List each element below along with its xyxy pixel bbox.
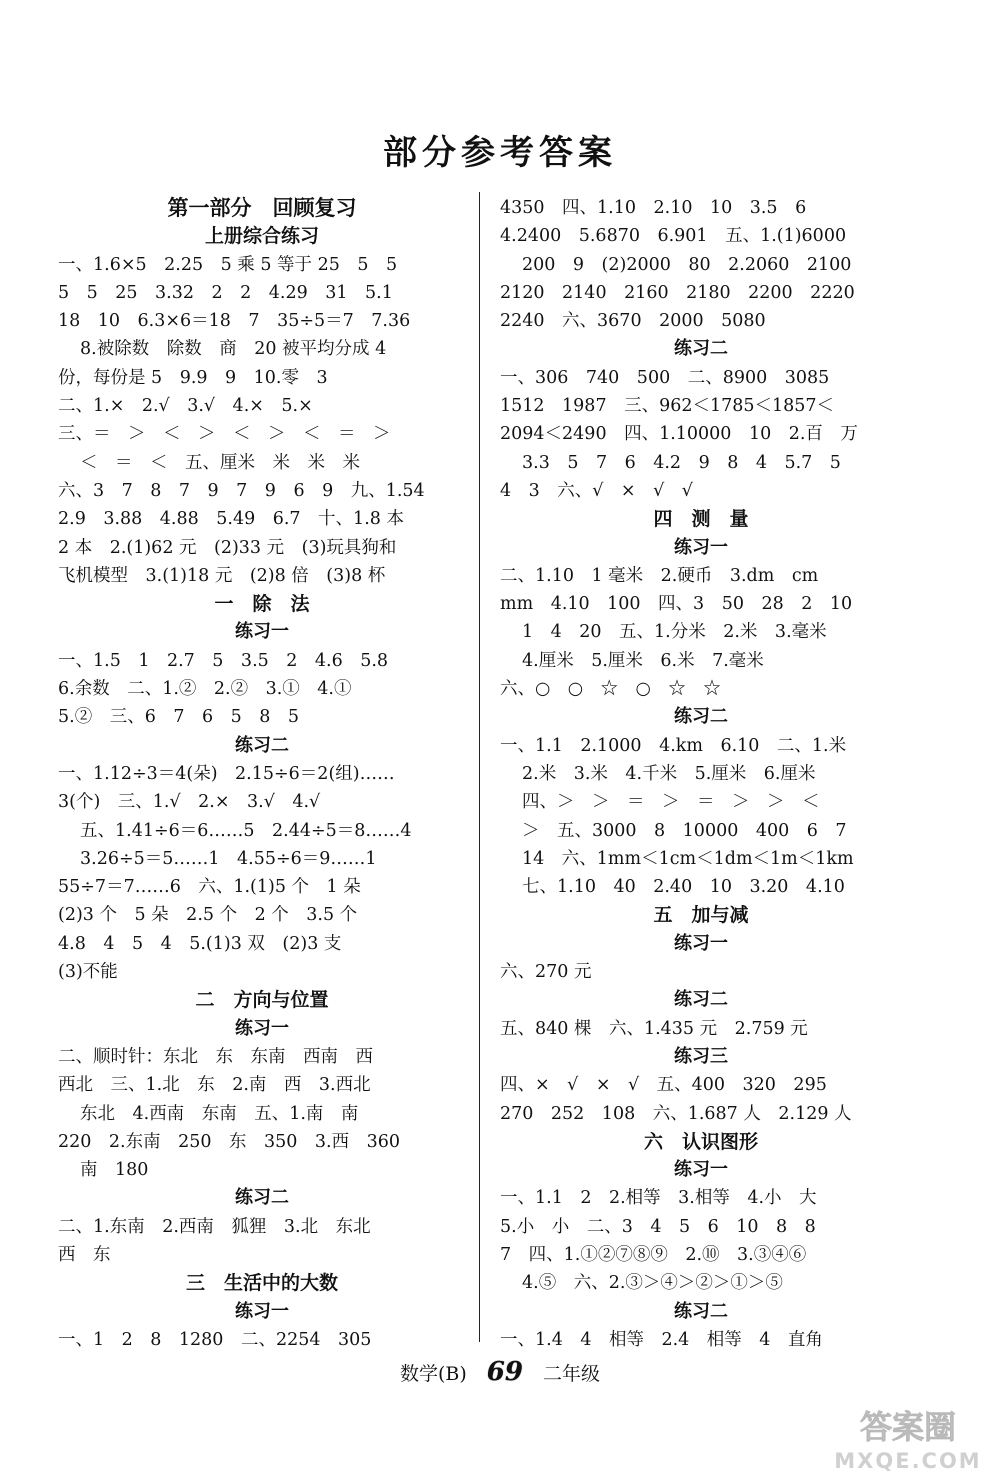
right-answer-line: 二、1.10 1 毫米 2.硬币 3.dm cm xyxy=(500,565,819,586)
answers-right-column xyxy=(500,194,902,1354)
left-answer-line: 55÷7＝7……6 六、1.(1)5 个 1 朵 xyxy=(58,877,361,898)
left-part-heading: 第一部分 回顾复习 xyxy=(167,196,357,220)
left-exercise-heading: 练习二 xyxy=(235,1187,289,1209)
right-exercise-heading: 练习一 xyxy=(674,1159,728,1181)
left-answer-line: 3.26÷5＝5……1 4.55÷6＝9……1 xyxy=(80,848,377,869)
left-answer-line: 西 东 xyxy=(58,1244,111,1265)
right-answer-line: 2.米 3.米 4.千米 5.厘米 6.厘米 xyxy=(522,763,816,784)
left-answer-line: (2)3 个 5 朵 2.5 个 2 个 3.5 个 xyxy=(58,905,358,926)
left-answer-line: 南 180 xyxy=(80,1160,149,1181)
left-answer-line: 6.余数 二、1.② 2.② 3.① 4.① xyxy=(58,679,352,700)
left-answer-line: 三、＝ ＞ ＜ ＞ ＜ ＞ ＜ ＝ ＞ xyxy=(58,424,391,445)
right-section-heading: 五 加与减 xyxy=(653,904,749,927)
left-answer-line: 六、3 7 8 7 9 7 9 6 9 九、1.54 xyxy=(58,480,425,501)
left-exercise-heading: 练习一 xyxy=(235,621,289,643)
right-answer-line: 4.2400 5.6870 6.901 五、1.(1)6000 xyxy=(500,226,847,247)
footer-subject: 数学(B) xyxy=(399,1363,467,1385)
left-answer-line: 8.被除数 除数 商 20 被平均分成 4 xyxy=(80,339,387,360)
watermark-logo xyxy=(828,1402,988,1474)
left-answer-line: 五、1.41÷6＝6……5 2.44÷5＝8……4 xyxy=(80,820,412,841)
left-answer-line: 飞机模型 3.(1)18 元 (2)8 倍 (3)8 杯 xyxy=(58,565,386,586)
page-title: 部分参考答案 xyxy=(383,133,617,173)
right-answer-line: 六、270 元 xyxy=(500,962,592,983)
left-answer-line: 东北 4.西南 东南 五、1.南 南 xyxy=(80,1103,359,1124)
left-answer-line: 4.8 4 5 4 5.(1)3 双 (2)3 支 xyxy=(58,933,342,954)
watermark-bottom-text: MXQE.COM xyxy=(834,1449,982,1473)
right-answer-line: ＞ 五、3000 8 10000 400 6 7 xyxy=(522,820,847,841)
left-answer-line: 二、1.× 2.√ 3.√ 4.× 5.× xyxy=(58,396,313,417)
left-answer-line: 3(个) 三、1.√ 2.× 3.√ 4.√ xyxy=(58,792,321,813)
right-answer-line: 14 六、1mm＜1cm＜1dm＜1m＜1km xyxy=(522,848,854,869)
right-answer-line: 一、1.1 2 2.相等 3.相等 4.小 大 xyxy=(500,1188,817,1209)
left-answer-line: 5.② 三、6 7 6 5 8 5 xyxy=(58,707,300,728)
left-answer-line: 一、1.5 1 2.7 5 3.5 2 4.6 5.8 xyxy=(58,650,389,671)
right-answer-line: mm 4.10 100 四、3 50 28 2 10 xyxy=(500,594,853,615)
right-exercise-heading: 练习一 xyxy=(674,932,728,954)
left-answer-line: 一、1 2 8 1280 二、2254 305 xyxy=(58,1329,372,1350)
right-section-heading: 四 测 量 xyxy=(653,508,749,531)
left-section-heading: 上册综合练习 xyxy=(204,225,319,248)
right-answer-line: 3.3 5 7 6 4.2 9 8 4 5.7 5 xyxy=(522,452,841,473)
right-answer-line: 四、＞ ＞ ＝ ＞ ＝ ＞ ＞ ＜ xyxy=(522,792,820,813)
left-section-heading: 一 除 法 xyxy=(214,593,310,616)
left-exercise-heading: 练习一 xyxy=(235,1017,289,1039)
page-footer xyxy=(0,1357,1000,1387)
right-answer-line: 4 3 六、√ × √ √ xyxy=(500,480,693,501)
right-exercise-heading: 练习二 xyxy=(674,338,728,360)
right-exercise-heading: 练习二 xyxy=(674,706,728,728)
left-answer-line: 一、1.6×5 2.25 5 乘 5 等于 25 5 5 xyxy=(58,254,398,275)
right-answer-line: 4350 四、1.10 2.10 10 3.5 6 xyxy=(500,198,807,218)
right-answer-line: 5.小 小 二、3 4 5 6 10 8 8 xyxy=(500,1216,816,1237)
right-answer-line: 2240 六、3670 2000 5080 xyxy=(500,311,766,332)
left-answer-line: 一、1.12÷3＝4(朵) 2.15÷6＝2(组)…… xyxy=(58,763,395,784)
right-exercise-heading: 练习二 xyxy=(674,989,728,1011)
left-section-heading: 二 方向与位置 xyxy=(195,989,329,1012)
left-answer-line: 2.9 3.88 4.88 5.49 6.7 十、1.8 本 xyxy=(58,509,404,530)
right-answer-line: 4.⑤ 六、2.③＞④＞②＞①＞⑤ xyxy=(522,1273,783,1294)
answers-left-column xyxy=(58,194,466,1354)
left-answer-line: 份，每份是 5 9.9 9 10.零 3 xyxy=(58,367,328,388)
left-answer-line: 二、1.东南 2.西南 狐狸 3.北 东北 xyxy=(58,1216,371,1237)
left-answer-line: 220 2.东南 250 东 350 3.西 360 xyxy=(58,1131,401,1152)
right-answer-line: 4.厘米 5.厘米 6.米 7.毫米 xyxy=(522,650,764,671)
right-answer-line: 一、1.4 4 相等 2.4 相等 4 直角 xyxy=(500,1329,823,1350)
page-number: 69 xyxy=(486,1357,523,1387)
right-answer-line: 2094＜2490 四、1.10000 10 2.百 万 xyxy=(500,424,858,445)
left-answer-line: 18 10 6.3×6＝18 7 35÷5＝7 7.36 xyxy=(58,311,411,332)
left-section-heading: 三 生活中的大数 xyxy=(185,1272,338,1295)
left-answer-line: ＜ ＝ ＜ 五、厘米 米 米 米 xyxy=(80,452,360,473)
right-answer-line: 270 252 108 六、1.687 人 2.129 人 xyxy=(500,1103,852,1124)
right-answer-line: 200 9 (2)2000 80 2.2060 2100 xyxy=(522,254,852,275)
right-answer-line: 五、840 棵 六、1.435 元 2.759 元 xyxy=(500,1018,808,1039)
right-answer-line: 七、1.10 40 2.40 10 3.20 4.10 xyxy=(522,877,845,898)
right-answer-line: 1 4 20 五、1.分米 2.米 3.毫米 xyxy=(522,622,827,643)
column-divider xyxy=(479,192,480,1342)
footer-grade: 二年级 xyxy=(543,1363,601,1385)
left-answer-line: (3)不能 xyxy=(58,962,118,983)
left-answer-line: 西北 三、1.北 东 2.南 西 3.西北 xyxy=(58,1075,371,1096)
watermark-top-text: 答案圈 xyxy=(859,1408,957,1446)
right-answer-line: 一、1.1 2.1000 4.km 6.10 二、1.米 xyxy=(500,735,847,756)
left-answer-line: 5 5 25 3.32 2 2 4.29 31 5.1 xyxy=(58,282,393,303)
left-exercise-heading: 练习一 xyxy=(235,1300,289,1322)
left-exercise-heading: 练习二 xyxy=(235,734,289,756)
right-answer-line: 7 四、1.①②⑦⑧⑨ 2.⑩ 3.③④⑥ xyxy=(500,1244,807,1265)
left-answer-line: 二、顺时针：东北 东 东南 西南 西 xyxy=(58,1046,373,1067)
right-answer-line: 2120 2140 2160 2180 2200 2220 xyxy=(500,282,855,303)
right-exercise-heading: 练习一 xyxy=(674,536,728,558)
right-answer-line: 一、306 740 500 二、8900 3085 xyxy=(500,367,830,388)
right-answer-line: 六、○ ○ ☆ ○ ☆ ☆ xyxy=(500,679,721,700)
right-section-heading: 六 认识图形 xyxy=(643,1130,758,1153)
right-exercise-heading: 练习三 xyxy=(674,1045,728,1067)
left-answer-line: 2 本 2.(1)62 元 (2)33 元 (3)玩具狗和 xyxy=(58,537,397,558)
right-exercise-heading: 练习二 xyxy=(674,1300,728,1322)
right-answer-line: 1512 1987 三、962＜1785＜1857＜ xyxy=(500,396,835,417)
right-answer-line: 四、× √ × √ 五、400 320 295 xyxy=(500,1075,827,1096)
